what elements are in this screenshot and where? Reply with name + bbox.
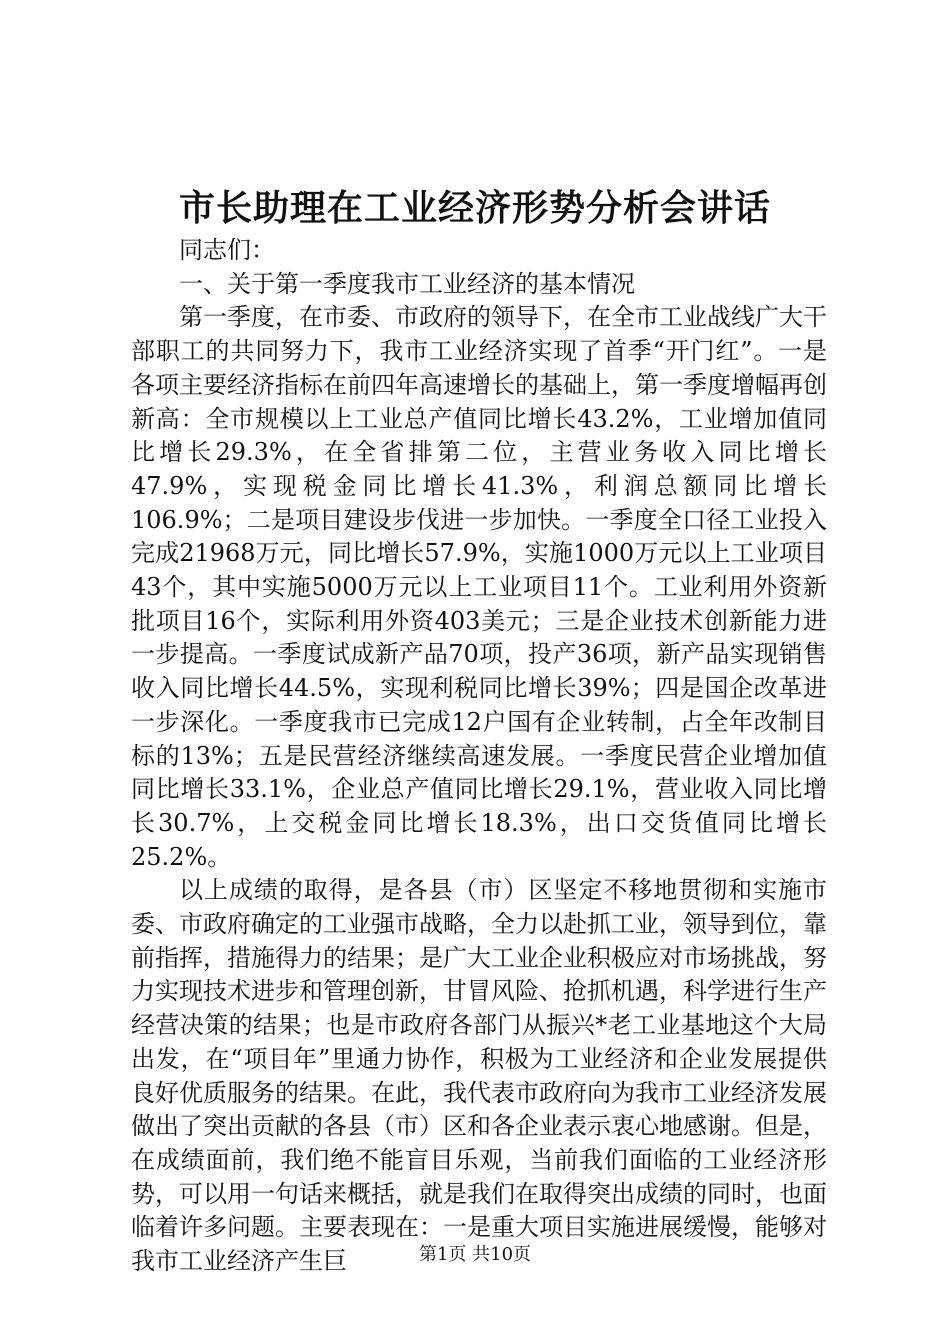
document-title: 市长助理在工业经济形势分析会讲话 (178, 187, 771, 229)
paragraph-2: 以上成绩的取得，是各县（市）区坚定不移地贯彻和实施市委、市政府确定的工业强市战略，全力以赴抓工业，领导到位，靠前指挥，措施得力的结果；是广大工业企业积极应对市场挑战，努力实现技术进步和管理创新，甘冒风险、抢抓机遇，科学进行生产经营决策的结果；也是市政府各部门从振兴*老工业基地这个大局出发，在“项目年”里通力协作，积极为工业经济和企业发展提供良好优质服务的结果。在此，我代表市政府向为我市工业经济发展做出了突出贡献的各县（市）区和各企业表示衷心地感谢。但是，在成绩面前，我们绝不能盲目乐观，当前我们面临的工业经济形势，可以用一句话来概括，就是我们在取得突出成绩的同时，也面临着许多问题。主要表现在：一是重大项目实施进展缓慢，能够对我市工业经济产生巨 (131, 876, 827, 1276)
greeting: 同志们： (179, 236, 275, 264)
section-heading: 一、关于第一季度我市工业经济的基本情况 (179, 269, 635, 298)
document-body (131, 234, 827, 1279)
page-footer: 第1页 共10页 (418, 1244, 532, 1265)
paragraph-1: 第一季度，在市委、市政府的领导下，在全市工业战线广大干部职工的共同努力下，我市工业经济实现了首季“开门红”。一是各项主要经济指标在前四年高速增长的基础上，第一季度增幅再创新高：全市规模以上工业总产值同比增长43.2%，工业增加值同比增长29.3%，在全省排第二位，主营业务收入同比增长47.9%，实现税金同比增长41.3%，利润总额同比增长106.9%；二是项目建设步伐进一步加快。一季度全口径工业投入完成21968万元，同比增长57.9%，实施1000万元以上工业项目43个，其中实施5000万元以上工业项目11个。工业利用外资新批项目16个，实际利用外资403美元；三是企业技术创新能力进一步提高。一季度试成新产品70项，投产36项，新产品实现销售收入同比增长44.5%，实现利税同比增长39%；四是国企改革进一步深化。一季度我市已完成12户国有企业转制，占全年改制目标的13%；五是民营经济继续高速发展。一季度民营企业增加值同比增长33.1%，企业总产值同比增长29.1%，营业收入同比增长30.7%，上交税金同比增长18.3%，出口交货值同比增长25.2%。 (131, 303, 827, 871)
